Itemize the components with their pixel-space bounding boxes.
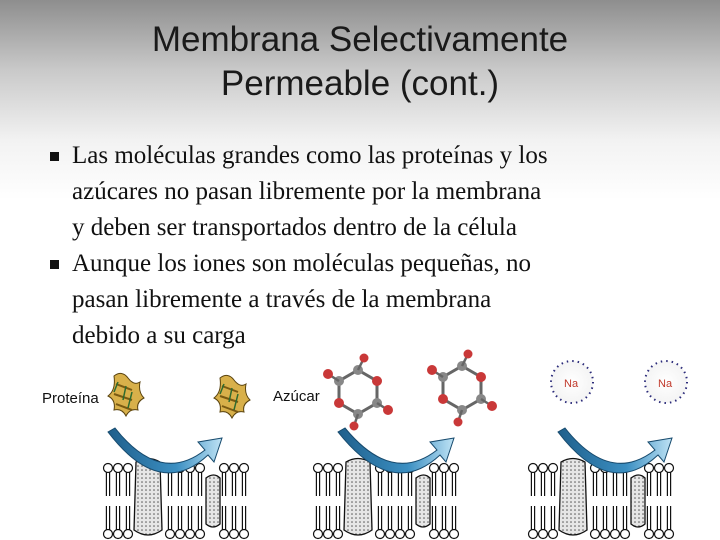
protein-molecule-icon: [214, 375, 250, 418]
bullet-line: azúcares no pasan libremente por la membrana: [72, 178, 542, 205]
bullet-line: Las moléculas grandes como las proteínas y los: [72, 142, 548, 169]
sugar-molecule-icon: [427, 350, 497, 427]
ion-label: Na: [564, 378, 579, 390]
title-line-2: Permeable (cont.): [220, 64, 500, 103]
ion-label: Na: [658, 378, 673, 390]
protein-molecule-icon: [108, 373, 144, 416]
title-line-1: Membrana Selectivamente: [151, 20, 569, 59]
protein-label: Proteína: [42, 390, 99, 407]
bullet-line: pasan libremente a través de la membrana: [72, 286, 492, 313]
sugar-label: Azúcar: [273, 388, 320, 405]
bullet-line: y deben ser transportados dentro de la célula: [72, 214, 517, 241]
sugar-molecule-icon: [323, 354, 393, 431]
bullet-line: Aunque los iones son moléculas pequeñas, no: [72, 250, 531, 277]
membrane-bilayer-3: [529, 459, 674, 539]
bullet-line: debido a su carga: [72, 322, 246, 349]
